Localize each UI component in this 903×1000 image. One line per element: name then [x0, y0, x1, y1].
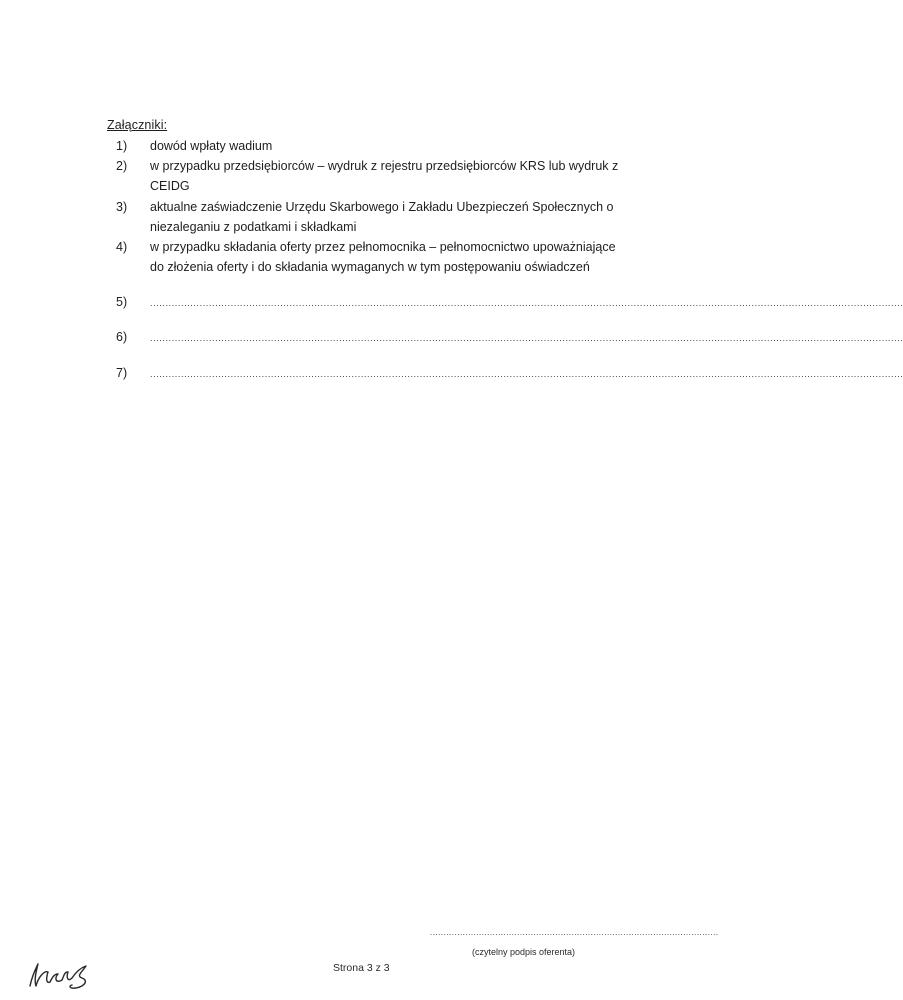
handwritten-initials	[24, 958, 104, 990]
dotted-fill-line: ...................................................................................................................................................................................................................................................	[150, 298, 903, 308]
dotted-fill-line: ...................................................................................................................................................................................................................................................	[150, 369, 903, 379]
item-text: aktualne zaświadczenie Urzędu Skarbowego i Zakładu Ubezpieczeń Społecznych o	[150, 200, 614, 214]
page-footer: Strona 3 z 3	[333, 962, 390, 974]
attachments-heading: Załączniki:	[107, 118, 168, 132]
item-text: do złożenia oferty i do składania wymaganych w tym postępowaniu oświadczeń	[150, 260, 590, 274]
dotted-fill-line: ...................................................................................................................................................................................................................................................	[150, 333, 903, 343]
item-number: 3)	[116, 200, 128, 214]
item-text: CEIDG	[150, 179, 190, 193]
signature-label: (czytelny podpis oferenta)	[472, 947, 576, 957]
item-number: 2)	[116, 159, 128, 173]
item-text: niezaleganiu z podatkami i składkami	[150, 220, 357, 234]
item-text: dowód wpłaty wadium	[150, 139, 273, 153]
item-number: 5)	[116, 295, 128, 309]
item-number: 1)	[116, 139, 128, 153]
item-text: w przypadku składania oferty przez pełnomocnika – pełnomocnictwo upoważniające	[150, 240, 616, 254]
item-number: 7)	[116, 366, 128, 380]
item-number: 4)	[116, 240, 128, 254]
item-number: 6)	[116, 330, 128, 344]
signature-dotted-line: ..........................................................................................................	[430, 928, 719, 937]
item-text: w przypadku przedsiębiorców – wydruk z rejestru przedsiębiorców KRS lub wydruk z	[150, 159, 619, 173]
